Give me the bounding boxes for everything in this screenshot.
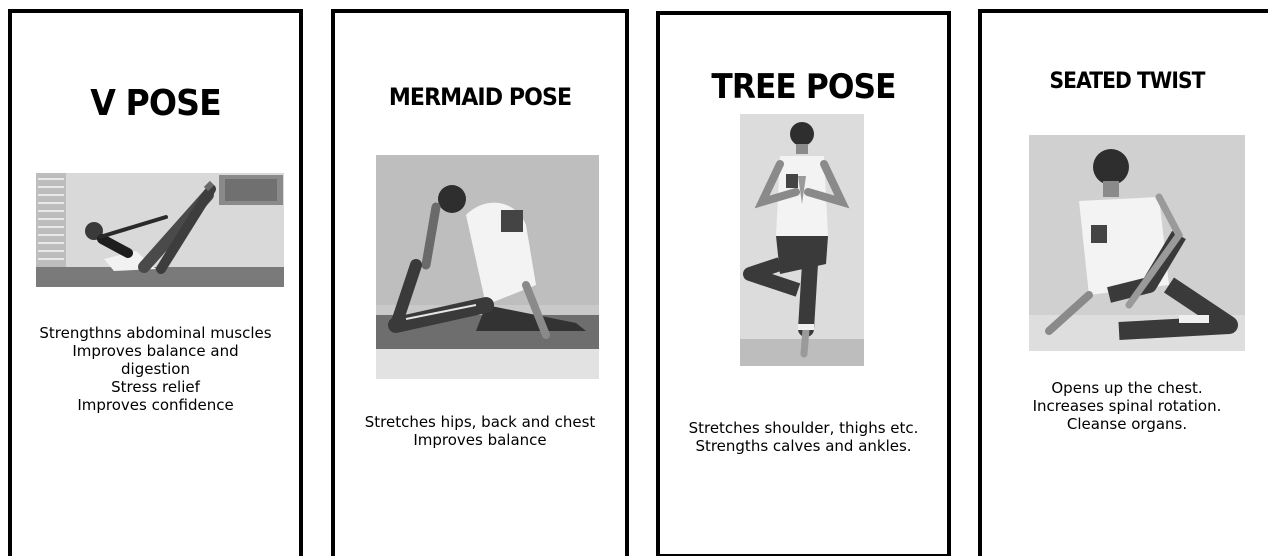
card-benefits <box>335 413 625 449</box>
card-benefits <box>982 379 1268 433</box>
benefit-line: Improves balance <box>413 431 547 449</box>
card-title: SEATED TWIST <box>1049 69 1205 94</box>
benefit-line: Stretches shoulder, thighs etc. <box>688 419 919 437</box>
benefit-line: Stress relief <box>111 378 200 396</box>
benefit-line: digestion <box>121 360 190 378</box>
benefit-line: Strengthns abdominal muscles <box>39 324 272 342</box>
card-seated-twist <box>978 9 1268 556</box>
tree-pose-photo <box>740 114 864 366</box>
benefit-line: Stretches hips, back and chest <box>364 413 596 431</box>
v-pose-photo <box>36 173 284 287</box>
card-benefits <box>660 419 947 455</box>
card-mermaid-pose <box>331 9 629 556</box>
mermaid-pose-photo <box>376 155 599 379</box>
card-v-pose <box>8 9 303 556</box>
benefit-line: Improves balance and <box>72 342 239 360</box>
seated-twist-photo <box>1029 135 1245 351</box>
card-benefits <box>12 324 299 414</box>
card-tree-pose <box>656 11 951 556</box>
card-title: TREE POSE <box>711 67 896 107</box>
benefit-line: Opens up the chest. <box>1051 379 1203 397</box>
benefit-line: Increases spinal rotation. <box>1032 397 1222 415</box>
benefit-line: Improves confidence <box>77 396 234 414</box>
card-title: V POSE <box>90 83 221 124</box>
benefit-line: Cleanse organs. <box>1066 415 1188 433</box>
benefit-line: Strengths calves and ankles. <box>695 437 912 455</box>
card-title: MERMAID POSE <box>388 83 572 111</box>
